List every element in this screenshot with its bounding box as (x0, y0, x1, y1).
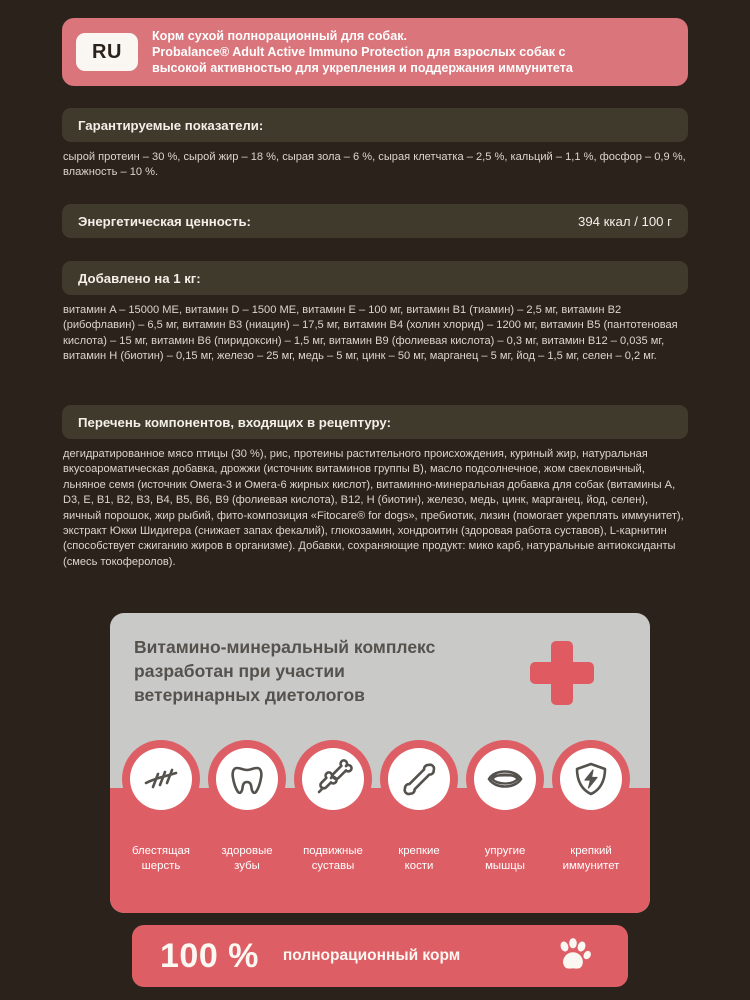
benefit-icon-circle (302, 748, 364, 810)
benefit-icon-circle (216, 748, 278, 810)
elastic-muscles-icon (485, 759, 525, 799)
section-heading-label: Энергетическая ценность: (78, 213, 251, 229)
benefit-label-line-2: мышцы (485, 859, 525, 872)
header-line-1: Корм сухой полнорационный для собак. (152, 28, 407, 43)
benefit-label (457, 844, 553, 873)
benefit-label-line-2: кости (404, 859, 434, 872)
benefit-icon-circle (130, 748, 192, 810)
benefit-label-line-2: суставы (311, 859, 355, 872)
benefit-label (285, 844, 381, 873)
energy-value: 394 ккал / 100 г (578, 213, 672, 229)
benefit-label-line-1: крепкий (570, 845, 612, 858)
benefit-label-line-1: крепкие (398, 845, 440, 858)
benefit-label (543, 844, 639, 873)
strong-immunity-icon (571, 759, 611, 799)
benefit-label (371, 844, 467, 873)
header-line-2: Probalance® Adult Active Immuno Protection для взрослых собак с (152, 44, 566, 59)
header-line-3: высокой активностью для укрепления и поддержания иммунитета (152, 61, 573, 76)
benefit-icon-circle (560, 748, 622, 810)
section-heading-energy-value (62, 204, 688, 238)
benefit-label-line-1: подвижные (303, 845, 363, 858)
benefit-icon-circle (474, 748, 536, 810)
shiny-coat-icon (141, 759, 181, 799)
language-badge: RU (76, 33, 138, 71)
benefit-icon-circle (388, 748, 450, 810)
benefits-strip (110, 758, 650, 913)
vet-nutritionist-panel (110, 613, 650, 913)
header-banner (62, 18, 688, 86)
healthy-teeth-icon (227, 759, 267, 799)
section-body-guaranteed-analysis: сырой протеин – 30 %, сырой жир – 18 %, сырая зола – 6 %, сырая клетчатка – 2,5 %, кальций – 1,1 %, фосфор – 0,9 %, влажность – 10 %. (63, 151, 686, 179)
strong-bones-icon (399, 759, 439, 799)
section-body-added-per-kg: витамин A – 15000 МЕ, витамин D – 1500 МЕ, витамин E – 100 мг, витамин B1 (тиамин) – 2,5 мг, витамин B2 (рибофлавин) – 6,5 мг, витамин B3 (ниацин) – 17,5 мг, витамин B4 (холин хлорид) – 1200 мг, витамин B5 (пантотеновая кислота) – 15 мг, витамин B6 (пиридоксин) – 1,5 мг, витамин B9 (фолиевая кислота) – 0,3 мг, витамин B12 – 0,035 мг, витамин H (биотин) – 0,15 мг, железо – 25 мг, медь – 5 мг, цинк – 50 мг, марганец – 5 мг, йод – 1,5 мг, селен – 0,2 мг. (63, 304, 678, 363)
benefit-label-line-2: шерсть (141, 859, 181, 872)
section-heading-label: Добавлено на 1 кг: (78, 270, 201, 286)
section-body-ingredients: дегидратированное мясо птицы (30 %), рис, протеины растительного происхождения, куриный жир, натуральная вкусоароматическая добавка, дрожжи (источник витаминов группы B), масло подсолнечное, жом свекловичный, льняное семя (источник Омега-3 и Омега-6 жирных кислот), витаминно-минеральная добавка для собак (витамины A, D3, E, B1, B2, B3, B4, B5, B6, B9 (фолиевая кислота), B12, H (биотин), железо, медь, цинк, марганец, йод, селен), яичный порошок, жир рыбий, фито-композиция «Fitocare® for dogs», пребиотик, лизин (помогает укреплять иммунитет), экстракт Юкки Шидигера (снижает запах фекалий), глюкозамин, хондроитин (здоровая работа суставов), L-карнитин (способствует сжиганию жиров в организме). Добавки, сохраняющие продукт: мико карб, натуральные антиоксиданты (смесь токоферолов). (63, 448, 684, 568)
benefit-label-line-1: здоровые (221, 845, 273, 858)
header-description (152, 28, 587, 77)
section-heading-guaranteed-analysis (62, 108, 688, 142)
section-heading-added-per-kg (62, 261, 688, 295)
mobile-joints-icon (313, 759, 353, 799)
benefit-label-line-1: блестящая (132, 845, 190, 858)
benefit-label (113, 844, 209, 873)
medical-cross-icon (530, 641, 594, 705)
banner-caption: полнорационный корм (282, 947, 461, 964)
section-heading-label: Перечень компонентов, входящих в рецептуру: (78, 414, 391, 430)
benefit-label-line-2: иммунитет (562, 859, 620, 872)
benefit-label (199, 844, 295, 873)
section-heading-ingredients (62, 405, 688, 439)
vet-panel-title: Витамино-минеральный комплекс разработан при участии ветеринарных диетологов (134, 637, 436, 705)
section-heading-label: Гарантируемые показатели: (78, 117, 264, 133)
percent-value: 100 % (160, 936, 259, 975)
paw-print-icon (554, 938, 592, 974)
benefit-label-line-2: зубы (234, 859, 260, 872)
complete-food-banner (132, 925, 628, 987)
benefit-label-line-1: упругие (484, 845, 526, 858)
